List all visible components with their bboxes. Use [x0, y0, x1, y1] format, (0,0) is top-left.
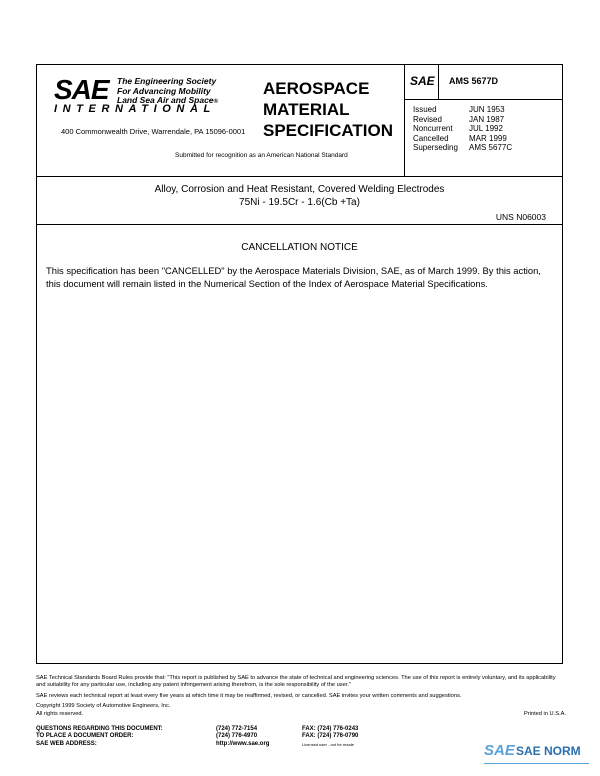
cancellation-body: This specification has been "CANCELLED" by the Aerospace Materials Division, SAE, as of March 1999. By this action, this document will remain listed in the Numerical Section of the Index of Aerospace Material Specifications. — [46, 265, 541, 289]
spec-dates — [413, 105, 512, 153]
spec-info-panel — [404, 65, 563, 176]
title-line-2: 75Ni - 19.5Cr - 1.6(Cb +Ta) — [239, 197, 360, 208]
contact-row: SAE WEB ADDRESS: http://www.sae.org Licensed user - not for resale — [36, 740, 354, 747]
spec-number: AMS 5677D — [449, 76, 499, 86]
document-frame — [36, 64, 563, 664]
international-wordmark: INTERNATIONAL — [54, 103, 216, 115]
document-header — [37, 65, 562, 177]
date-row: Issued JUN 1953 — [413, 105, 505, 114]
date-row: Revised JAN 1987 — [413, 114, 505, 124]
review-text: SAE reviews each technical report at least every five years at which time it may be reaffirmed, revised, or cancelled. SAE invites your written comments and suggestions. — [36, 692, 462, 699]
printed-in: Printed in U.S.A. — [523, 710, 566, 717]
uns-number: UNS N06003 — [495, 212, 546, 222]
date-row: Cancelled MAR 1999 — [413, 133, 507, 143]
contact-row: QUESTIONS REGARDING THIS DOCUMENT: (724) 772-7154 FAX: (724) 776-0243 — [36, 726, 359, 732]
title-line-1: Alloy, Corrosion and Heat Resistant, Covered Welding Electrodes — [154, 184, 445, 195]
document-type-title: AEROSPACE MATERIAL SPECIFICATION — [263, 79, 394, 140]
watermark-text: SAE NORM — [516, 744, 581, 758]
cancellation-heading: CANCELLATION NOTICE — [241, 242, 358, 253]
ans-submission-note: Submitted for recognition as an American National Standard — [175, 152, 348, 159]
rights-text: All rights reserved. — [36, 710, 84, 717]
sae-norm-watermark — [484, 742, 594, 772]
contact-block — [36, 726, 436, 748]
policy-text: SAE Technical Standards Board Rules provide that: "This report is published by SAE to advance the state of technical and engineering sciences. The use of this report is entirely voluntary, and its applicability and suitability for any particular use, including any patent infringement arising therefrom, is the sole responsibility of the user." — [36, 675, 556, 689]
watermark-sae-logo: SAE — [484, 742, 515, 759]
sae-tagline: The Engineering Society For Advancing Mobility Land Sea Air and Space® — [117, 76, 218, 105]
date-row: Noncurrent JUL 1992 — [413, 124, 503, 133]
sae-logo: SAE — [54, 74, 109, 105]
document-footer — [36, 675, 566, 718]
sae-mini-logo: SAE — [410, 74, 435, 88]
copyright-text: Copyright 1999 Society of Automotive Engineers, Inc. — [36, 703, 171, 710]
sae-address: 400 Commonwealth Drive, Warrendale, PA 15096-0001 — [61, 127, 246, 136]
date-row: Superseding AMS 5677C — [413, 143, 513, 152]
sae-web-link[interactable]: http://www.sae.org — [216, 740, 270, 747]
contact-row: TO PLACE A DOCUMENT ORDER: (724) 776-4970 FAX: (724) 776-0790 — [36, 733, 359, 740]
sae-logo-block — [49, 75, 289, 145]
specification-title — [37, 176, 562, 225]
